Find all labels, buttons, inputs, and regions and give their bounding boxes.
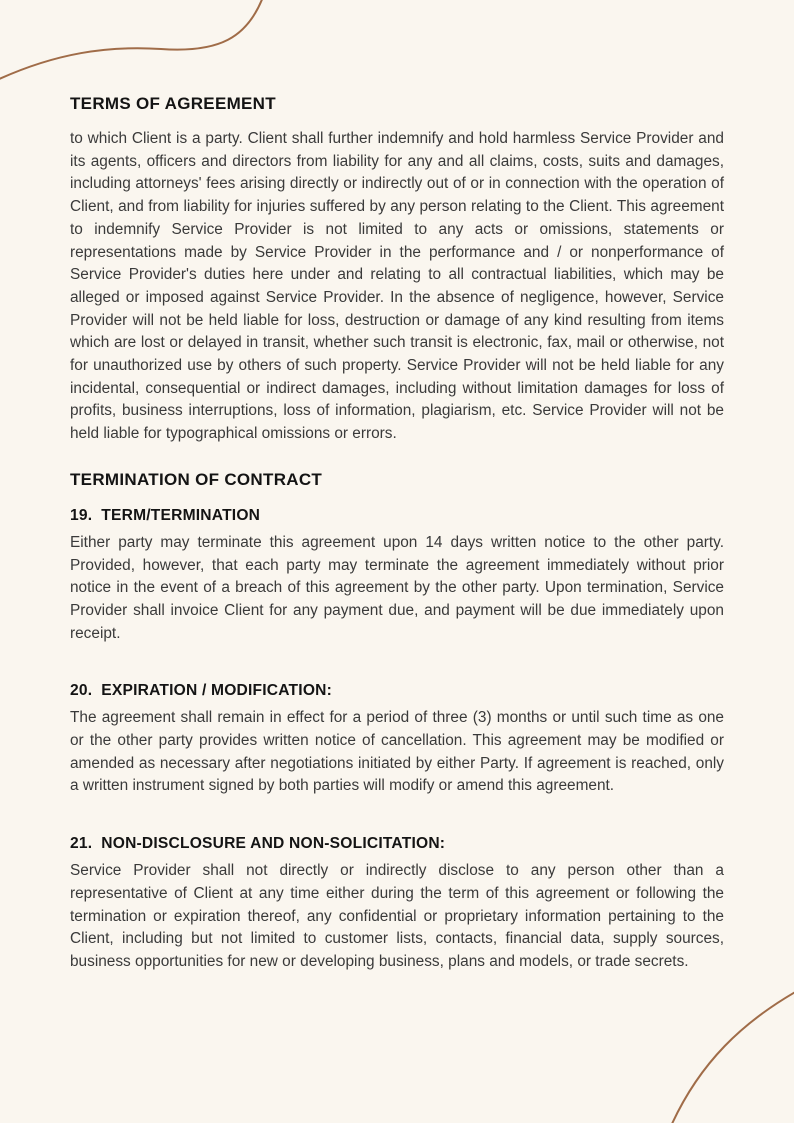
clause-number: 20. [70,682,93,700]
page-title: TERMS OF AGREEMENT [70,94,276,113]
document-content [70,94,724,974]
top-left-curve-line [0,0,263,80]
section-heading-termination: TERMINATION OF CONTRACT [70,469,323,489]
clause-term-termination [70,507,724,646]
intro-paragraph: to which Client is a party. Client shall further indemnify and hold harmless Service Provider and its agents, officers and directors from liability for any and all claims, costs, suits and damages, including attorneys' fees arising directly or indirectly out of or in connection with the operation of Client, and from liability for injuries suffered by any person relating to the Client. This agreement to indemnify Service Provider is not limited to any acts or omissions, statements or representations made by Service Provider in the performance and / or nonperformance of Service Provider's duties here under and relating to all contractual liabilities, which may be alleged or imposed against Service Provider. In the absence of negligence, however, Service Provider will not be held liable for loss, destruction or damage of any kind resulting from items which are lost or delayed in transit, whether such transit is electronic, fax, mail or otherwise, not for unauthorized use by others of such property. Service Provider will not be held liable for any incidental, consequential or indirect damages, including without limitation damages for loss of profits, business interruptions, loss of information, plagiarism, etc. Service Provider will not be held liable for typographical omissions or errors. [70,130,724,443]
clause-number: 21. [70,835,93,853]
clause-title: TERM/TERMINATION [101,506,261,524]
clause-title: EXPIRATION / MODIFICATION: [101,682,333,700]
clause-expiration-modification [70,682,724,798]
bottom-right-curve-line [671,991,794,1123]
clause-body: The agreement shall remain in effect for a period of three (3) months or until such time as one or the other party provides written notice of cancellation. This agreement may be modified or amended as necessary after negotiations initiated by either Party. If agreement is reached, only a written instrument signed by both parties will modify or amend this agreement. [70,709,724,795]
clause-heading [70,507,724,525]
clause-number: 19. [70,506,93,524]
clause-non-disclosure [70,835,724,974]
clause-heading [70,835,724,853]
clause-body: Either party may terminate this agreement upon 14 days written notice to the other party. Provided, however, that each party may terminate the agreement immediately without prior notice in the event of a breach of this agreement by the other party. Upon termination, Service Provider shall invoice Client for any payment due, and payment will be due immediately upon receipt. [70,533,724,642]
clause-title: NON-DISCLOSURE AND NON-SOLICITATION: [101,835,446,853]
clause-body: Service Provider shall not directly or indirectly disclose to any person other than a representative of Client at any time either during the term of this agreement or following the termination or expiration thereof, any confidential or proprietary information pertaining to the Client, including but not limited to customer lists, contacts, financial data, supply sources, business opportunities for new or developing business, plans and models, or trade secrets. [70,862,724,970]
clause-heading [70,682,724,700]
